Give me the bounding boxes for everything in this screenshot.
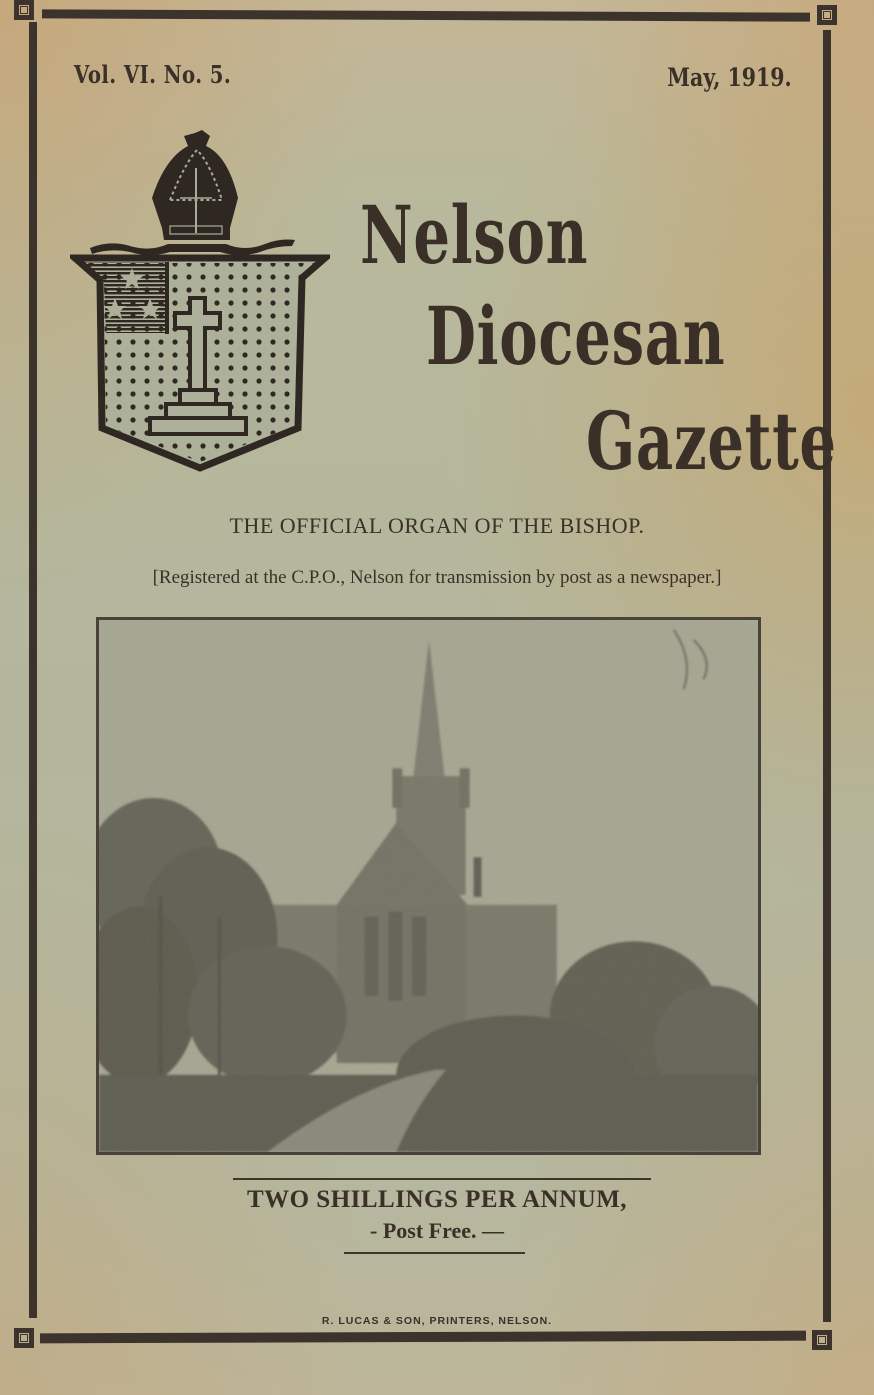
post-free-note: - Post Free. — [370, 1218, 504, 1243]
divider-top [233, 1178, 651, 1180]
issue-number: Vol. VI. No. 5. [74, 60, 232, 89]
border-rule-bottom [40, 1331, 806, 1344]
shield-icon [75, 258, 325, 468]
issue-date: May, 1919. [667, 63, 792, 92]
divider-bottom [344, 1252, 525, 1254]
title-gazette: Gazette [586, 394, 837, 488]
subscription-price: TWO SHILLINGS PER ANNUM, [246, 1186, 628, 1213]
subtitle-official-organ: THE OFFICIAL ORGAN OF THE BISHOP. [229, 513, 645, 538]
registration-notice: [Registered at the C.P.O., Nelson for transmission by post as a newspaper.] [152, 567, 722, 588]
corner-ornament-top-right [817, 5, 837, 25]
title-diocesan: Diocesan [426, 289, 726, 383]
corner-ornament-bottom-left [14, 1328, 34, 1348]
title-nelson: Nelson [360, 188, 589, 282]
border-rule-top [42, 9, 810, 21]
border-rule-left [29, 22, 37, 1318]
church-photograph [96, 617, 761, 1155]
mitre-icon [152, 130, 238, 240]
border-rule-right [823, 30, 831, 1322]
printer-credit: R. LUCAS & SON, PRINTERS, NELSON. [321, 1315, 553, 1327]
corner-ornament-bottom-right [812, 1330, 832, 1350]
corner-ornament-top-left [14, 0, 34, 20]
coat-of-arms-icon [70, 128, 330, 473]
